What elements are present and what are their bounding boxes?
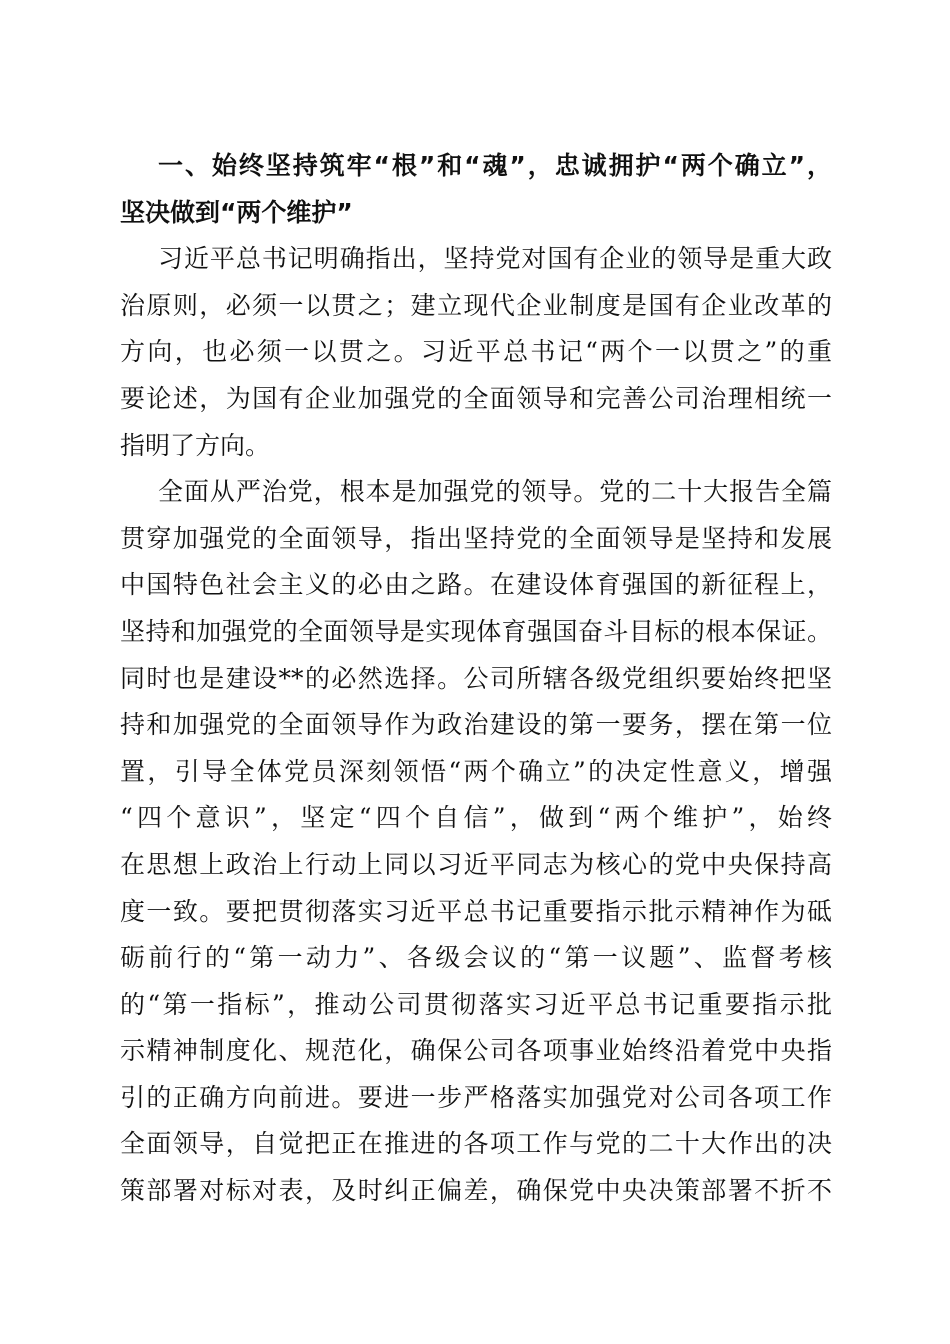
paragraph-line: 持和加强党的全面领导作为政治建设的第一要务，摆在第一位	[120, 710, 832, 740]
paragraph-line: 策部署对标对表，及时纠正偏差，确保党中央决策部署不折不	[120, 1176, 832, 1206]
paragraph-line: 方向，也必须一以贯之。习近平总书记“两个一以贯之”的重	[120, 337, 832, 367]
section-heading	[120, 143, 832, 236]
heading-line: 坚决做到“两个维护”	[120, 197, 353, 227]
document-page	[120, 143, 832, 1215]
paragraph-line: “四个意识”，坚定“四个自信”，做到“两个维护”，始终	[120, 803, 832, 833]
paragraph-line: 贯穿加强党的全面领导，指出坚持党的全面领导是坚持和发展	[120, 523, 832, 553]
paragraph-line: 同时也是建设**的必然选择。公司所辖各级党组织要始终把坚	[120, 663, 832, 693]
paragraph	[120, 236, 832, 469]
paragraph-line: 全面领导，自觉把正在推进的各项工作与党的二十大作出的决	[120, 1129, 832, 1159]
paragraph-line: 的“第一指标”，推动公司贯彻落实习近平总书记重要指示批	[120, 989, 832, 1019]
paragraph-line: 砺前行的“第一动力”、各级会议的“第一议题”、监督考核	[120, 943, 832, 973]
paragraph-line: 度一致。要把贯彻落实习近平总书记重要指示批示精神作为砥	[120, 896, 832, 926]
paragraph-line: 治原则，必须一以贯之；建立现代企业制度是国有企业改革的	[120, 290, 832, 320]
paragraph-line: 中国特色社会主义的必由之路。在建设体育强国的新征程上，	[120, 570, 832, 600]
paragraph-line: 习近平总书记明确指出，坚持党对国有企业的领导是重大政	[158, 244, 832, 274]
paragraph-line: 示精神制度化、规范化，确保公司各项事业始终沿着党中央指	[120, 1036, 832, 1066]
paragraph-line: 指明了方向。	[120, 430, 271, 460]
paragraph-line: 置，引导全体党员深刻领悟“两个确立”的决定性意义，增强	[120, 756, 832, 786]
paragraph-line: 全面从严治党，根本是加强党的领导。党的二十大报告全篇	[158, 477, 832, 507]
heading-line: 一、始终坚持筑牢“根”和“魂”，忠诚拥护“两个确立”，	[158, 151, 832, 180]
paragraph-line: 要论述，为国有企业加强党的全面领导和完善公司治理相统一	[120, 383, 832, 413]
paragraph-line: 引的正确方向前进。要进一步严格落实加强党对公司各项工作	[120, 1082, 832, 1112]
paragraph	[120, 469, 832, 1215]
paragraph-line: 在思想上政治上行动上同以习近平同志为核心的党中央保持高	[120, 849, 832, 879]
paragraph-line: 坚持和加强党的全面领导是实现体育强国奋斗目标的根本保证。	[120, 616, 832, 646]
